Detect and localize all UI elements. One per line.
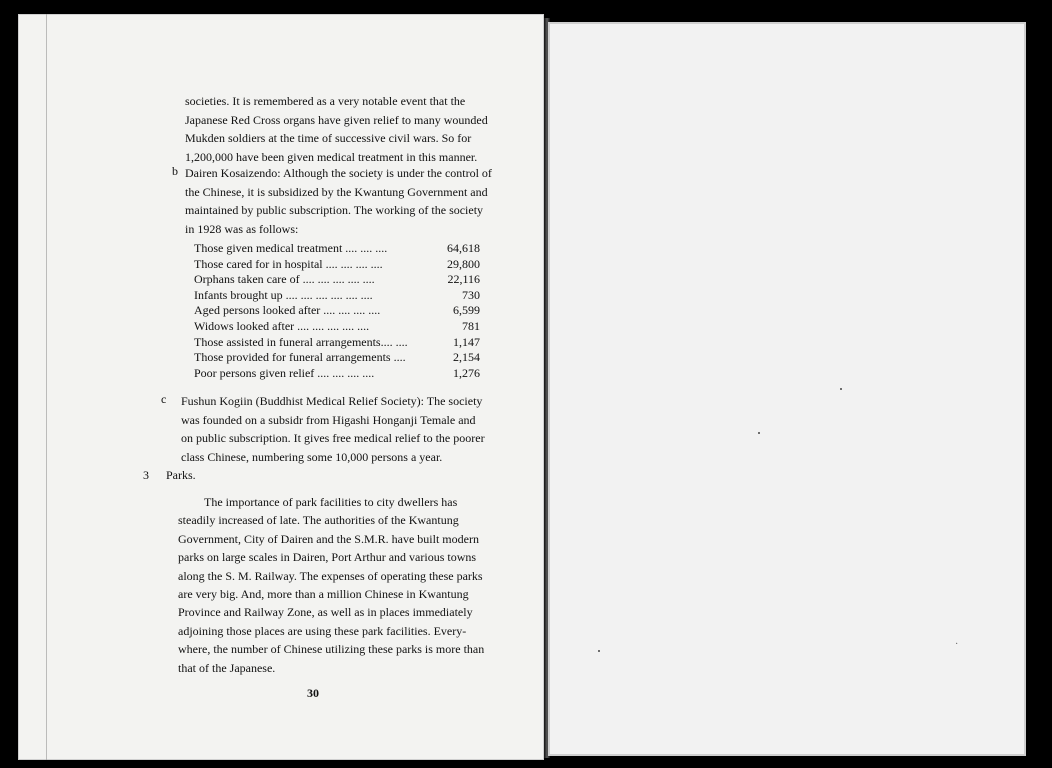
opening-line-4: 1,200,000 have been given medical treatment in this manner. xyxy=(185,149,478,164)
item-c-line-1: Fushun Kogiin (Buddhist Medical Relief Society): The society xyxy=(181,394,483,408)
table-value: 730 xyxy=(462,287,480,302)
table-row xyxy=(194,241,480,257)
item-c-line-2: was founded on a subsidr from Higashi Honganji Temale and xyxy=(181,412,476,427)
item-c-marker: c xyxy=(161,392,167,406)
table-row xyxy=(194,257,480,273)
parks-line-7: Province and Railway Zone, as well as in places immediately xyxy=(178,605,473,620)
top-border xyxy=(0,0,1052,14)
parks-line-4: parks on large scales in Dairen, Port Arthur and various towns xyxy=(178,550,477,565)
opening-line-1: societies. It is remembered as a very notable event that the xyxy=(185,94,466,108)
table-value: 1,276 xyxy=(453,365,480,380)
paper-speck xyxy=(758,432,760,434)
section-heading xyxy=(143,468,196,483)
item-c-line-4: class Chinese, numbering some 10,000 persons a year. xyxy=(181,449,443,464)
table-row xyxy=(194,272,480,288)
table-value: 6,599 xyxy=(453,303,480,318)
table-row xyxy=(194,319,480,335)
parks-line-10: that of the Japanese. xyxy=(178,660,276,675)
item-b-marker: b xyxy=(172,164,178,178)
right-page-mark: · xyxy=(955,639,959,650)
table-label: Those provided for funeral arrangements .... xyxy=(194,350,406,365)
table-row xyxy=(194,366,480,382)
section-number: 3 xyxy=(143,468,149,482)
parks-line-1: The importance of park facilities to city dwellers has xyxy=(204,495,458,509)
parks-line-9: where, the number of Chinese utilizing these parks is more than xyxy=(178,642,485,657)
table-value: 22,116 xyxy=(447,272,480,287)
parks-line-5: along the S. M. Railway. The expenses of operating these parks xyxy=(178,568,483,583)
table-label: Those cared for in hospital .... .... .... .... xyxy=(194,256,383,271)
parks-line-3: Government, City of Dairen and the S.M.R. have built modern xyxy=(178,531,479,546)
opening-line-3: Mukden soldiers at the time of successive civil wars. So for xyxy=(185,131,472,145)
table-label: Orphans taken care of .... .... .... .... .... xyxy=(194,272,375,287)
item-b-line-3: maintained by public subscription. The working of the society xyxy=(185,203,484,217)
parks-line-8: adjoining those places are using these park facilities. Every- xyxy=(178,623,467,638)
item-c-line-3: on public subscription. It gives free medical relief to the poorer xyxy=(181,431,485,445)
table-value: 2,154 xyxy=(453,350,480,365)
table-row xyxy=(194,350,480,366)
table-value: 781 xyxy=(462,318,480,333)
item-b-line-1: Dairen Kosaizendo: Although the society is under the control of xyxy=(185,166,492,180)
table-label: Those assisted in funeral arrangements.... .... xyxy=(194,334,408,349)
table-label: Widows looked after .... .... .... .... .... xyxy=(194,318,370,333)
page-number: 30 xyxy=(307,686,319,700)
table-label: Aged persons looked after .... .... .... .... xyxy=(194,303,381,318)
table-value: 1,147 xyxy=(453,334,480,349)
paper-speck xyxy=(598,650,600,652)
paper-speck xyxy=(840,388,842,390)
table-row xyxy=(194,335,480,351)
table-label: Infants brought up .... .... .... .... .... .... xyxy=(194,287,373,302)
parks-line-6: are very big. And, more than a million Chinese in Kwantung xyxy=(178,587,469,601)
table-value: 64,618 xyxy=(447,241,480,255)
opening-line-2: Japanese Red Cross organs have given relief to many wounded xyxy=(185,112,488,127)
item-b-line-2: the Chinese, it is subsidized by the Kwantung Government and xyxy=(185,184,488,199)
item-b-line-4: in 1928 was as follows: xyxy=(185,221,299,236)
table-value: 29,800 xyxy=(447,256,480,271)
table-row xyxy=(194,288,480,304)
section-title: Parks. xyxy=(166,468,196,482)
parks-line-2: steadily increased of late. The authorities of the Kwantung xyxy=(178,513,459,528)
statistics-table xyxy=(194,241,480,381)
table-label: Those given medical treatment .... .... .... xyxy=(194,241,388,255)
table-row xyxy=(194,303,480,319)
table-label: Poor persons given relief .... .... .... .... xyxy=(194,365,375,380)
